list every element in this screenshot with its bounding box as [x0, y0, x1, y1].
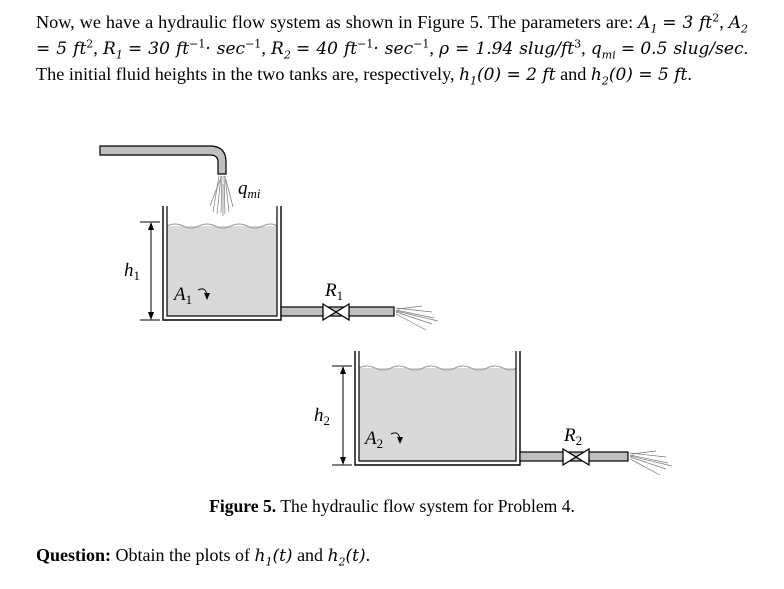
label-r2: $R_2$ [564, 425, 583, 448]
param-a1-value: = 3 $ft^2$ [662, 11, 720, 33]
param-r1-value: = 30 $ft^{-1}\cdot \sec^{-1}$ [128, 37, 262, 59]
param-a2-value: = 5 $ft^2$ [36, 37, 94, 59]
param-a2: $A_2$ [728, 13, 749, 36]
h2-arrow-up [340, 366, 346, 374]
param-r2: $R_2$ [271, 39, 291, 62]
label-r1: $R_1$ [325, 280, 344, 303]
param-qmi-value: 0.5 slug/sec [640, 39, 744, 59]
h2-arrow-down [340, 457, 346, 465]
h1-arrow-down [148, 312, 154, 320]
param-r2-value: = 40 $ft^{-1}\cdot \sec^{-1}$ [296, 37, 430, 59]
question-label: Question: [36, 545, 112, 565]
label-a1: $A_1$ [174, 284, 193, 307]
initial-h1: $h_1(0) = 2$ ft [459, 65, 556, 88]
outflow-spray-1 [396, 306, 438, 330]
outflow-spray-2 [630, 451, 672, 475]
label-a2: $A_2$ [365, 428, 384, 451]
intro-text: Now, we have a hydraulic flow system as shown in Figure 5. The parameters are: [36, 12, 634, 32]
inflow-pipe [100, 146, 226, 174]
param-qmi-eq: = [620, 39, 636, 59]
caption-text: The hydraulic flow system for Problem 4. [276, 496, 575, 516]
param-qmi: $q_{mi}$ [590, 39, 616, 62]
figure-caption [0, 496, 784, 517]
question: Question: Obtain the plots of $h_1(t)$ and $h_2(t)$. [36, 545, 371, 569]
param-r1: $R_1$ [103, 39, 123, 62]
caption-label: Figure 5. [209, 496, 277, 516]
inflow-spray [210, 176, 233, 216]
label-h2: $h_2$ [314, 405, 330, 428]
label-qmi: $q_{mi}$ [238, 178, 261, 201]
valve-r1 [323, 304, 349, 320]
param-a1: $A_1$ [638, 13, 658, 36]
question-text: Obtain the plots of [111, 545, 250, 565]
initial-h2: $h_2(0) = 5$ ft [590, 65, 688, 88]
initial-heights-text: . The initial fluid heights in the two tanks are, respectively, [36, 38, 749, 84]
question-h2: $h_2(t)$ [327, 546, 366, 569]
param-rho: ρ = 1.94 slug/$ft^3$ [439, 37, 582, 59]
valve-r2 [563, 449, 589, 465]
problem-statement: Now, we have a hydraulic flow system as shown in Figure 5. The parameters are: $A_1 = 3$ $ft^2$, $A_2 = 5$ $ft^2$, $R_1 = 30$ $ft^{-1}\cdot \sec^{-1}$, $R_2 = 40$ $ft^{-1}\cdot \sec^{-1}$, ρ = 1.94 slug/$ft^3$, $q_{mi} = 0.5$ slug/sec. The initial fluid heights in the two tanks are, respectively, $h_1(0) = 2$ ft and $h_2(0) = 5$ ft. [36, 11, 749, 88]
question-h1: $h_1(t)$ [254, 546, 293, 569]
label-h1: $h_1$ [124, 260, 140, 283]
h1-arrow-up [148, 222, 154, 230]
